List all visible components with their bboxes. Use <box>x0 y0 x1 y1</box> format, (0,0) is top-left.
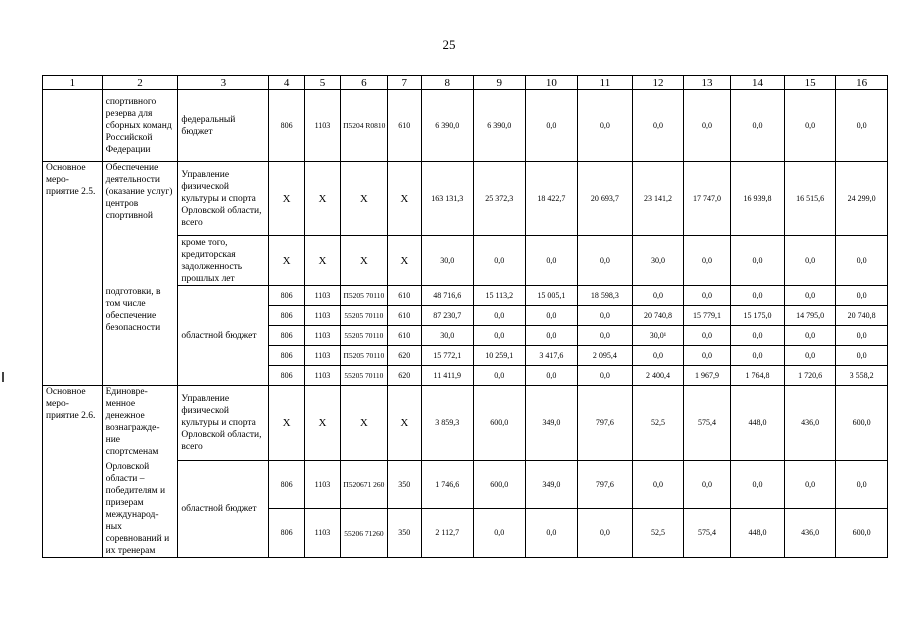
value-cell: 3 558,2 <box>836 366 888 386</box>
value-cell: 600,0 <box>836 509 888 558</box>
value-cell: 436,0 <box>784 509 836 558</box>
value-cell: 0,0 <box>577 326 633 346</box>
value-cell: 600,0 <box>473 386 526 461</box>
value-cell: 20 740,8 <box>836 306 888 326</box>
value-cell: Х <box>341 386 387 461</box>
value-cell: 448,0 <box>731 386 785 461</box>
value-cell: 0,0 <box>577 509 633 558</box>
value-cell: 349,0 <box>526 461 578 509</box>
value-cell: 350 <box>387 509 421 558</box>
value-cell: 600,0 <box>473 461 526 509</box>
value-cell: П5205 70110 <box>341 286 387 306</box>
value-cell: 0,0 <box>836 236 888 286</box>
table-row <box>43 461 888 509</box>
value-cell: 0,0 <box>577 366 633 386</box>
value-cell: 163 131,3 <box>421 162 473 236</box>
value-cell: 30,0 <box>421 326 473 346</box>
funding-source-cell: кроме того, кредиторская задолженность прошлых лет <box>178 236 269 286</box>
value-cell: 0,0 <box>683 326 731 346</box>
value-cell: 48 716,6 <box>421 286 473 306</box>
activity-label-cell <box>43 90 103 162</box>
value-cell: Х <box>387 162 421 236</box>
value-cell: 806 <box>269 366 304 386</box>
value-cell: 0,0 <box>577 90 633 162</box>
value-cell: П520671 260 <box>341 461 387 509</box>
value-cell: 0,0 <box>683 346 731 366</box>
value-cell: 620 <box>387 346 421 366</box>
column-number-cell: 5 <box>304 76 340 90</box>
value-cell: 0,0 <box>633 90 684 162</box>
value-cell: 24 299,0 <box>836 162 888 236</box>
value-cell: 23 141,2 <box>633 162 684 236</box>
value-cell: 55205 70110 <box>341 326 387 346</box>
column-number-cell: 16 <box>836 76 888 90</box>
value-cell: 1 746,6 <box>421 461 473 509</box>
value-cell: 15 005,1 <box>526 286 578 306</box>
value-cell: 600,0 <box>836 386 888 461</box>
value-cell: 0,0 <box>526 326 578 346</box>
value-cell: 797,6 <box>577 386 633 461</box>
column-number-cell: 7 <box>387 76 421 90</box>
column-number-cell: 8 <box>421 76 473 90</box>
value-cell: 806 <box>269 326 304 346</box>
activity-name-cell: Единовре- менное денежное вознагражде- ние спортсменам <box>102 386 178 461</box>
value-cell: 55206 71260 <box>341 509 387 558</box>
value-cell: 806 <box>269 286 304 306</box>
value-cell: 1103 <box>304 286 340 306</box>
value-cell: 18 598,3 <box>577 286 633 306</box>
value-cell: 806 <box>269 346 304 366</box>
column-number-cell: 4 <box>269 76 304 90</box>
value-cell: 3 859,3 <box>421 386 473 461</box>
column-number-cell: 13 <box>683 76 731 90</box>
value-cell: 0,0 <box>784 236 836 286</box>
value-cell: 6 390,0 <box>473 90 526 162</box>
value-cell: Х <box>341 162 387 236</box>
table-row <box>43 286 888 306</box>
value-cell: Х <box>341 236 387 286</box>
value-cell: 87 230,7 <box>421 306 473 326</box>
value-cell: 575,4 <box>683 509 731 558</box>
column-number-cell: 6 <box>341 76 387 90</box>
value-cell: 52,5 <box>633 509 684 558</box>
value-cell: 448,0 <box>731 509 785 558</box>
value-cell: 0,0 <box>784 461 836 509</box>
column-number-cell: 11 <box>577 76 633 90</box>
value-cell: 14 795,0 <box>784 306 836 326</box>
value-cell: 2 400,4 <box>633 366 684 386</box>
value-cell: 620 <box>387 366 421 386</box>
value-cell: 0,0 <box>683 90 731 162</box>
value-cell: 0,0 <box>633 286 684 306</box>
value-cell: 15 772,1 <box>421 346 473 366</box>
value-cell: 1103 <box>304 306 340 326</box>
value-cell: 0,0 <box>836 286 888 306</box>
value-cell: 1103 <box>304 326 340 346</box>
value-cell: 806 <box>269 461 304 509</box>
funding-source-cell: областной бюджет <box>178 286 269 386</box>
value-cell: 350 <box>387 461 421 509</box>
value-cell: 575,4 <box>683 386 731 461</box>
value-cell: 0,0 <box>633 461 684 509</box>
value-cell: 610 <box>387 306 421 326</box>
value-cell: 0,0 <box>731 346 785 366</box>
activity-name-cell: Обеспечение деятельности (оказание услуг) центров спортивной <box>102 162 178 286</box>
value-cell: 436,0 <box>784 386 836 461</box>
value-cell: 6 390,0 <box>421 90 473 162</box>
value-cell: 1103 <box>304 346 340 366</box>
value-cell: 0,0 <box>731 90 785 162</box>
value-cell: 0,0 <box>473 509 526 558</box>
value-cell: Х <box>304 162 340 236</box>
table-row <box>43 162 888 236</box>
activity-name-cell: подготовки, в том числе обеспечение безопасности <box>102 286 178 386</box>
value-cell: 25 372,3 <box>473 162 526 236</box>
value-cell: П5205 70110 <box>341 346 387 366</box>
value-cell: 0,0 <box>577 236 633 286</box>
value-cell: 20 740,8 <box>633 306 684 326</box>
value-cell: 30,0 <box>633 236 684 286</box>
value-cell: 1103 <box>304 509 340 558</box>
value-cell: 0,0 <box>577 306 633 326</box>
value-cell: 0,0 <box>526 509 578 558</box>
table-row <box>43 90 888 162</box>
value-cell: 0,0 <box>526 236 578 286</box>
value-cell: 18 422,7 <box>526 162 578 236</box>
value-cell: 0,0 <box>526 90 578 162</box>
value-cell: 610 <box>387 326 421 346</box>
value-cell: 0,0 <box>784 90 836 162</box>
value-cell: 797,6 <box>577 461 633 509</box>
value-cell: Х <box>387 236 421 286</box>
table-row <box>43 386 888 461</box>
page-number: 25 <box>442 37 456 52</box>
value-cell: Х <box>269 162 304 236</box>
value-cell: 15 175,0 <box>731 306 785 326</box>
activity-name-cell: спортивного резерва для сборных команд Российской Федерации <box>102 90 178 162</box>
value-cell: 0,0 <box>836 461 888 509</box>
value-cell: 52,5 <box>633 386 684 461</box>
value-cell: 1103 <box>304 366 340 386</box>
value-cell: 0,0 <box>683 286 731 306</box>
value-cell: Х <box>304 236 340 286</box>
column-number-cell: 12 <box>633 76 684 90</box>
value-cell: 1 720,6 <box>784 366 836 386</box>
column-number-cell: 14 <box>731 76 785 90</box>
column-number-cell: 1 <box>43 76 103 90</box>
value-cell: 1103 <box>304 461 340 509</box>
value-cell: 0,0 <box>473 236 526 286</box>
scan-edge-mark <box>2 372 4 382</box>
value-cell: 0,0 <box>784 326 836 346</box>
value-cell: 0,0 <box>731 286 785 306</box>
funding-source-cell: областной бюджет <box>178 461 269 558</box>
column-number-cell: 10 <box>526 76 578 90</box>
value-cell: 17 747,0 <box>683 162 731 236</box>
value-cell: Х <box>269 386 304 461</box>
value-cell: 806 <box>269 509 304 558</box>
value-cell: 30,0 <box>421 236 473 286</box>
value-cell: 16 515,6 <box>784 162 836 236</box>
value-cell: 0,0 <box>683 461 731 509</box>
activity-label-cell: Основное меро- приятие 2.5. <box>43 162 103 386</box>
funding-source-cell: федеральный бюджет <box>178 90 269 162</box>
value-cell: 349,0 <box>526 386 578 461</box>
value-cell: 15 113,2 <box>473 286 526 306</box>
value-cell: 2 095,4 <box>577 346 633 366</box>
value-cell: 0,0 <box>731 236 785 286</box>
value-cell: 0,0 <box>473 366 526 386</box>
value-cell: 806 <box>269 306 304 326</box>
value-cell: 1 967,9 <box>683 366 731 386</box>
value-cell: 0,0 <box>836 326 888 346</box>
value-cell: Х <box>387 386 421 461</box>
value-cell: 0,0 <box>731 326 785 346</box>
value-cell: 1103 <box>304 90 340 162</box>
funding-source-cell: Управление физической культуры и спорта Орловской области, всего <box>178 386 269 461</box>
value-cell: 16 939,8 <box>731 162 785 236</box>
value-cell: 0,0 <box>473 326 526 346</box>
value-cell: 3 417,6 <box>526 346 578 366</box>
activity-label-cell: Основное меро- приятие 2.6. <box>43 386 103 558</box>
value-cell: 0,0 <box>784 346 836 366</box>
value-cell: 11 411,9 <box>421 366 473 386</box>
value-cell: 1 764,8 <box>731 366 785 386</box>
value-cell: 0,0 <box>526 366 578 386</box>
value-cell: 30,0¹ <box>633 326 684 346</box>
value-cell: 0,0 <box>683 236 731 286</box>
activity-name-cell: Орловской области – победителям и призерам международ- ных соревнований и их тренерам <box>102 461 178 558</box>
value-cell: 806 <box>269 90 304 162</box>
value-cell: 610 <box>387 286 421 306</box>
budget-table <box>42 75 888 558</box>
value-cell: 610 <box>387 90 421 162</box>
value-cell: 55205 70110 <box>341 306 387 326</box>
value-cell: 10 259,1 <box>473 346 526 366</box>
value-cell: 2 112,7 <box>421 509 473 558</box>
value-cell: 0,0 <box>633 346 684 366</box>
value-cell: 0,0 <box>731 461 785 509</box>
value-cell: П5204 R0810 <box>341 90 387 162</box>
value-cell: Х <box>269 236 304 286</box>
value-cell: 20 693,7 <box>577 162 633 236</box>
column-number-cell: 9 <box>473 76 526 90</box>
value-cell: 0,0 <box>473 306 526 326</box>
value-cell: 0,0 <box>836 346 888 366</box>
column-number-cell: 2 <box>102 76 178 90</box>
header-row <box>43 76 888 90</box>
funding-source-cell: Управление физической культуры и спорта Орловской области, всего <box>178 162 269 236</box>
value-cell: 0,0 <box>526 306 578 326</box>
value-cell: 0,0 <box>836 90 888 162</box>
value-cell: 0,0 <box>784 286 836 306</box>
column-number-cell: 15 <box>784 76 836 90</box>
value-cell: Х <box>304 386 340 461</box>
value-cell: 55205 70110 <box>341 366 387 386</box>
column-number-cell: 3 <box>178 76 269 90</box>
value-cell: 15 779,1 <box>683 306 731 326</box>
